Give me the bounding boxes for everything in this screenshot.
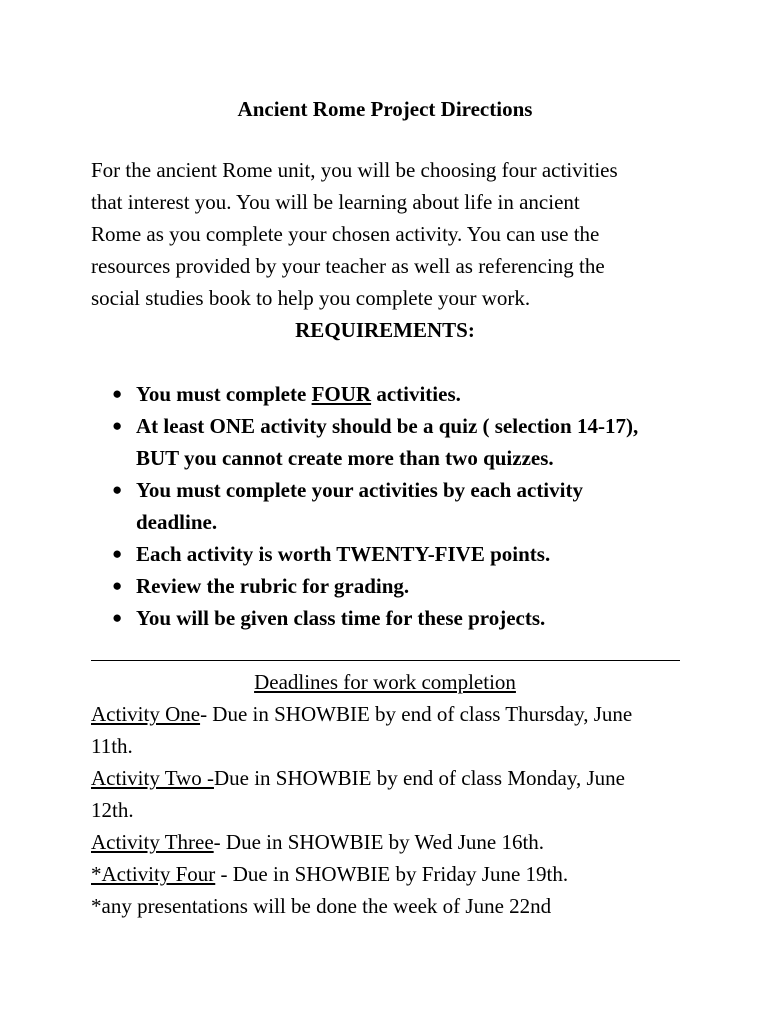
requirement-item <box>108 570 728 602</box>
bullet-icon: ● <box>112 416 123 435</box>
intro-line: social studies book to help you complete your work. <box>91 286 531 310</box>
requirement-emphasis: FOUR <box>311 382 372 406</box>
requirement-text-part: activities. <box>371 382 461 406</box>
intro-line: For the ancient Rome unit, you will be choosing four activities <box>91 158 618 182</box>
bullet-icon: ● <box>112 384 123 403</box>
intro-line: that interest you. You will be learning about life in ancient <box>91 190 580 214</box>
horizontal-divider <box>91 660 680 661</box>
bullet-icon: ● <box>112 480 123 499</box>
bullet-icon: ● <box>112 576 123 595</box>
deadline-activity-one <box>91 698 711 730</box>
requirement-text: Each activity is worth TWENTY-FIVE points. <box>136 542 551 566</box>
requirement-text: You will be given class time for these projects. <box>136 606 546 630</box>
deadline-activity-three <box>91 826 711 858</box>
requirements-list <box>108 378 728 634</box>
activity-label: *Activity Four <box>91 862 216 886</box>
requirement-item <box>108 538 728 570</box>
intro-paragraph <box>91 154 711 314</box>
requirement-item <box>108 410 728 474</box>
bullet-icon: ● <box>112 544 123 563</box>
activity-label: Activity Three <box>91 830 214 854</box>
requirement-item <box>108 378 728 410</box>
intro-line: resources provided by your teacher as well as referencing the <box>91 254 605 278</box>
requirement-item <box>108 474 728 538</box>
activity-label: Activity Two - <box>91 766 214 790</box>
deadlines-heading <box>0 666 770 698</box>
activity-label: Activity One <box>91 702 201 726</box>
requirement-text <box>136 378 728 410</box>
requirement-text: At least ONE activity should be a quiz ( selection 14-17), <box>136 414 639 438</box>
intro-line: Rome as you complete your chosen activity. You can use the <box>91 222 600 246</box>
deadlines-heading-text: Deadlines for work completion <box>254 670 516 694</box>
page-title: Ancient Rome Project Directions <box>237 97 533 121</box>
deadline-text: - Due in SHOWBIE by end of class Thursday, June <box>200 702 633 726</box>
deadline-text-continued: 12th. <box>91 798 134 822</box>
bullet-icon: ● <box>112 608 123 627</box>
requirement-text: deadline. <box>136 510 218 534</box>
deadline-activity-two <box>91 762 711 794</box>
deadline-text: - Due in SHOWBIE by Friday June 19th. <box>215 862 569 886</box>
requirement-text: You must complete your activities by each activity <box>136 478 583 502</box>
deadline-text: - Due in SHOWBIE by Wed June 16th. <box>213 830 545 854</box>
presentation-note: *any presentations will be done the week of June 22nd <box>91 894 552 918</box>
requirement-text: BUT you cannot create more than two quizzes. <box>136 446 554 470</box>
deadline-text-continued: 11th. <box>91 734 133 758</box>
requirement-text: Review the rubric for grading. <box>136 574 410 598</box>
deadline-text: Due in SHOWBIE by end of class Monday, June <box>213 766 625 790</box>
requirement-item <box>108 602 728 634</box>
deadline-activity-four <box>91 858 711 890</box>
deadlines-list <box>91 698 711 922</box>
requirements-heading: REQUIREMENTS: <box>295 318 475 342</box>
requirement-text-part: You must complete <box>136 382 312 406</box>
